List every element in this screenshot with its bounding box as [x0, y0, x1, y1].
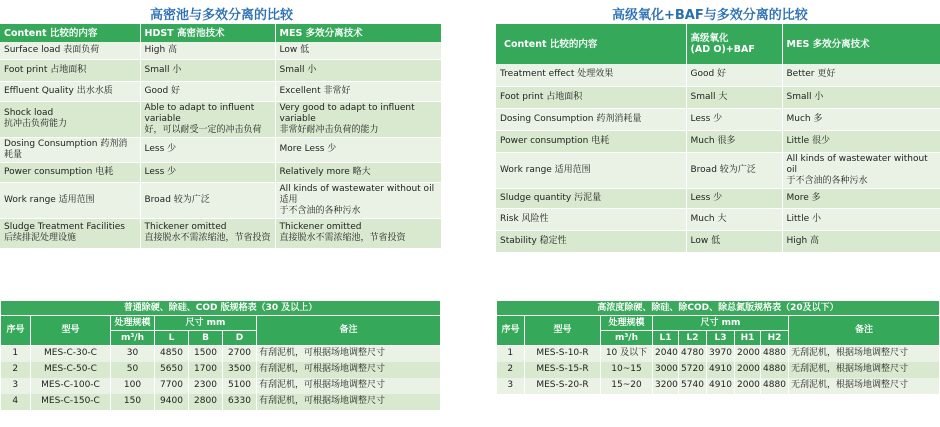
col-no: 序号 [1, 316, 31, 346]
table-cell: Much 多 [782, 108, 940, 130]
table-cell: Very good to adapt to influent variable 非常好耐冲击负荷的能力 [275, 101, 441, 137]
table-cell: 有刮泥机，可根据场地调整尺寸 [257, 346, 441, 362]
col-capacity: 处理规模 [111, 316, 155, 331]
table-cell: 4850 [155, 346, 189, 362]
table-cell: 2000 [735, 362, 761, 378]
table-row [0, 162, 441, 182]
header-hdst: HDST 高密池技术 [140, 24, 275, 42]
table-cell: 3000 [653, 362, 679, 378]
table-row [0, 218, 441, 248]
table-cell: Broad 较为广泛 [686, 152, 782, 188]
table-cell: 15~20 [601, 378, 653, 394]
table-cell: 2700 [223, 346, 257, 362]
header-ado-baf: 高级氧化 (AD O)+BAF [686, 24, 782, 64]
table-cell: MES-C-150-C [31, 394, 111, 410]
table-cell: Treatment effect 处理效果 [496, 64, 686, 86]
hdst-vs-mes-table [0, 24, 442, 249]
table-cell: 10~15 [601, 362, 653, 378]
table-cell: 9400 [155, 394, 189, 410]
table-cell: 50 [111, 362, 155, 378]
baf-vs-mes-table [496, 24, 940, 253]
table-row [496, 108, 940, 130]
table-cell: Thickener omitted 直接脱水不需浓缩池，节省投资 [140, 218, 275, 248]
table-row [0, 182, 441, 218]
standard-spec-table [0, 300, 441, 410]
table-cell: Small 小 [782, 86, 940, 108]
table-cell: Thickener omitted 直接脱水不需浓缩池，节省投资 [275, 218, 441, 248]
table-cell: Sludge quantity 污泥量 [496, 188, 686, 208]
table-cell: MES-C-30-C [31, 346, 111, 362]
table-cell: 3 [497, 378, 525, 394]
table-row [1, 378, 441, 394]
table-cell: Shock load 抗冲击负荷能力 [0, 101, 140, 137]
table-cell: Able to adapt to influent variable 好，可以耐受一定的冲击负荷 [140, 101, 275, 137]
col-dim-l: L [155, 331, 189, 346]
table-cell: 3 [1, 378, 31, 394]
table-cell: Better 更好 [782, 64, 940, 86]
table-row [497, 378, 940, 394]
col-dim-h1: H1 [735, 331, 761, 346]
table-cell: MES-C-100-C [31, 378, 111, 394]
table-cell: Less 少 [686, 108, 782, 130]
table-cell: Much 很多 [686, 130, 782, 152]
table-cell: Relatively more 略大 [275, 162, 441, 182]
table-cell: 4880 [761, 362, 789, 378]
col-size: 尺寸 mm [653, 316, 789, 331]
table-cell: 无刮泥机，根据场地调整尺寸 [789, 378, 940, 394]
table-cell: MES-C-50-C [31, 362, 111, 378]
table-cell: Dosing Consumption 药剂消耗量 [0, 137, 140, 162]
table-cell: 6330 [223, 394, 257, 410]
table-cell: Good 好 [140, 81, 275, 101]
col-dim-h2: H2 [761, 331, 789, 346]
table-cell: Broad 较为广泛 [140, 182, 275, 218]
table-cell: 4910 [707, 378, 735, 394]
table-cell: High 高 [140, 42, 275, 59]
table-row [497, 362, 940, 378]
table-row [1, 362, 441, 378]
table-cell: Surface load 表面负荷 [0, 42, 140, 59]
col-model: 型号 [31, 316, 111, 346]
table-row [0, 101, 441, 137]
table-row [0, 81, 441, 101]
col-note: 备注 [789, 316, 940, 346]
col-dim-l1: L1 [653, 331, 679, 346]
table-cell: 2 [1, 362, 31, 378]
table-cell: 2800 [189, 394, 223, 410]
table-row [1, 346, 441, 362]
table-cell: 2300 [189, 378, 223, 394]
table-cell: MES-S-15-R [525, 362, 601, 378]
table-cell: Low 低 [686, 230, 782, 252]
table-cell: Foot print 占地面积 [0, 59, 140, 81]
table-row [0, 137, 441, 162]
table-row [496, 130, 940, 152]
table-cell: 1 [1, 346, 31, 362]
table-cell: 1700 [189, 362, 223, 378]
table-cell: Small 小 [275, 59, 441, 81]
table-row [0, 42, 441, 59]
table-cell: More Less 少 [275, 137, 441, 162]
table-cell: 4880 [761, 346, 789, 362]
table-cell: 4 [1, 394, 31, 410]
table-cell: 150 [111, 394, 155, 410]
table-cell: 1 [497, 346, 525, 362]
table-cell: Work range 适用范围 [0, 182, 140, 218]
table-cell: 4780 [679, 346, 707, 362]
table-cell: Little 小 [782, 208, 940, 230]
col-no: 序号 [497, 316, 525, 346]
table-cell: Less 少 [140, 162, 275, 182]
table-cell: 2 [497, 362, 525, 378]
table-row [496, 230, 940, 252]
table-cell: Good 好 [686, 64, 782, 86]
table-cell: 1500 [189, 346, 223, 362]
table-cell: 4910 [707, 362, 735, 378]
table-row [0, 59, 441, 81]
table-cell: 无刮泥机，根据场地调整尺寸 [789, 362, 940, 378]
header-mes: MES 多效分离技术 [782, 24, 940, 64]
table-cell: 3500 [223, 362, 257, 378]
table-row [497, 346, 940, 362]
table-cell: Excellent 非常好 [275, 81, 441, 101]
table-cell: All kinds of wastewater without oil 适用 于不含油的各种污水 [275, 182, 441, 218]
left-compare-title: 高密池与多效分离的比较 [150, 8, 294, 23]
table-cell: Dosing Consumption 药剂消耗量 [496, 108, 686, 130]
table-cell: 无刮泥机，根据场地调整尺寸 [789, 346, 940, 362]
table-cell: 有刮泥机，可根据场地调整尺寸 [257, 378, 441, 394]
table-cell: Less 少 [140, 137, 275, 162]
table-cell: Stability 稳定性 [496, 230, 686, 252]
table-cell: 5740 [679, 378, 707, 394]
col-dim-b: B [189, 331, 223, 346]
col-capacity-unit: m³/h [111, 331, 155, 346]
col-note: 备注 [257, 316, 441, 346]
table-cell: 10 及以下 [601, 346, 653, 362]
table-row [496, 64, 940, 86]
table-cell: Power consumption 电耗 [496, 130, 686, 152]
table-cell: 2040 [653, 346, 679, 362]
table-cell: High 高 [782, 230, 940, 252]
table-cell: More 多 [782, 188, 940, 208]
table-cell: Much 大 [686, 208, 782, 230]
table-cell: 7700 [155, 378, 189, 394]
table-cell: 2000 [735, 378, 761, 394]
table-cell: 4880 [761, 378, 789, 394]
table-cell: Work range 适用范围 [496, 152, 686, 188]
table-cell: Effluent Quality 出水水质 [0, 81, 140, 101]
table-cell: Foot print 占地面积 [496, 86, 686, 108]
table-cell: Small 小 [140, 59, 275, 81]
table-cell: 100 [111, 378, 155, 394]
table-cell: 3970 [707, 346, 735, 362]
table-cell: Less 少 [686, 188, 782, 208]
table-cell: Power consumption 电耗 [0, 162, 140, 182]
table-cell: 5100 [223, 378, 257, 394]
header-content: Content 比较的内容 [496, 24, 686, 64]
high-concentration-spec-table [496, 300, 940, 394]
table-cell: 30 [111, 346, 155, 362]
col-size: 尺寸 mm [155, 316, 257, 331]
table-cell: Low 低 [275, 42, 441, 59]
col-dim-d: D [223, 331, 257, 346]
col-capacity: 处理规模 [601, 316, 653, 331]
table-cell: All kinds of wastewater without oil 于不含油的各种污水 [782, 152, 940, 188]
table-cell: Sludge Treatment Facilities 后续排泥处理设施 [0, 218, 140, 248]
table-row [496, 208, 940, 230]
header-content: Content 比较的内容 [0, 24, 140, 42]
table-row [496, 86, 940, 108]
col-model: 型号 [525, 316, 601, 346]
table-cell: MES-S-20-R [525, 378, 601, 394]
col-capacity-unit: m³/h [601, 331, 653, 346]
spec-caption: 普通除硬、除硅、COD 版规格表（30 及以上） [1, 301, 441, 316]
table-row [1, 394, 441, 410]
table-cell: 有刮泥机，可根据场地调整尺寸 [257, 394, 441, 410]
col-dim-l2: L2 [679, 331, 707, 346]
table-cell: Risk 风险性 [496, 208, 686, 230]
right-compare-title: 高级氧化+BAF与多效分离的比较 [612, 8, 808, 23]
table-cell: Little 很少 [782, 130, 940, 152]
table-cell: 5720 [679, 362, 707, 378]
table-cell: 5650 [155, 362, 189, 378]
table-cell: 3200 [653, 378, 679, 394]
table-cell: 有刮泥机，可根据场地调整尺寸 [257, 362, 441, 378]
table-cell: 2000 [735, 346, 761, 362]
table-cell: MES-S-10-R [525, 346, 601, 362]
table-row [496, 152, 940, 188]
header-mes: MES 多效分离技术 [275, 24, 441, 42]
spec-caption: 高浓度除硬、除硅、除COD、除总氮版规格表（20及以下） [497, 301, 940, 316]
table-cell: Small 大 [686, 86, 782, 108]
table-row [496, 188, 940, 208]
col-dim-l3: L3 [707, 331, 735, 346]
